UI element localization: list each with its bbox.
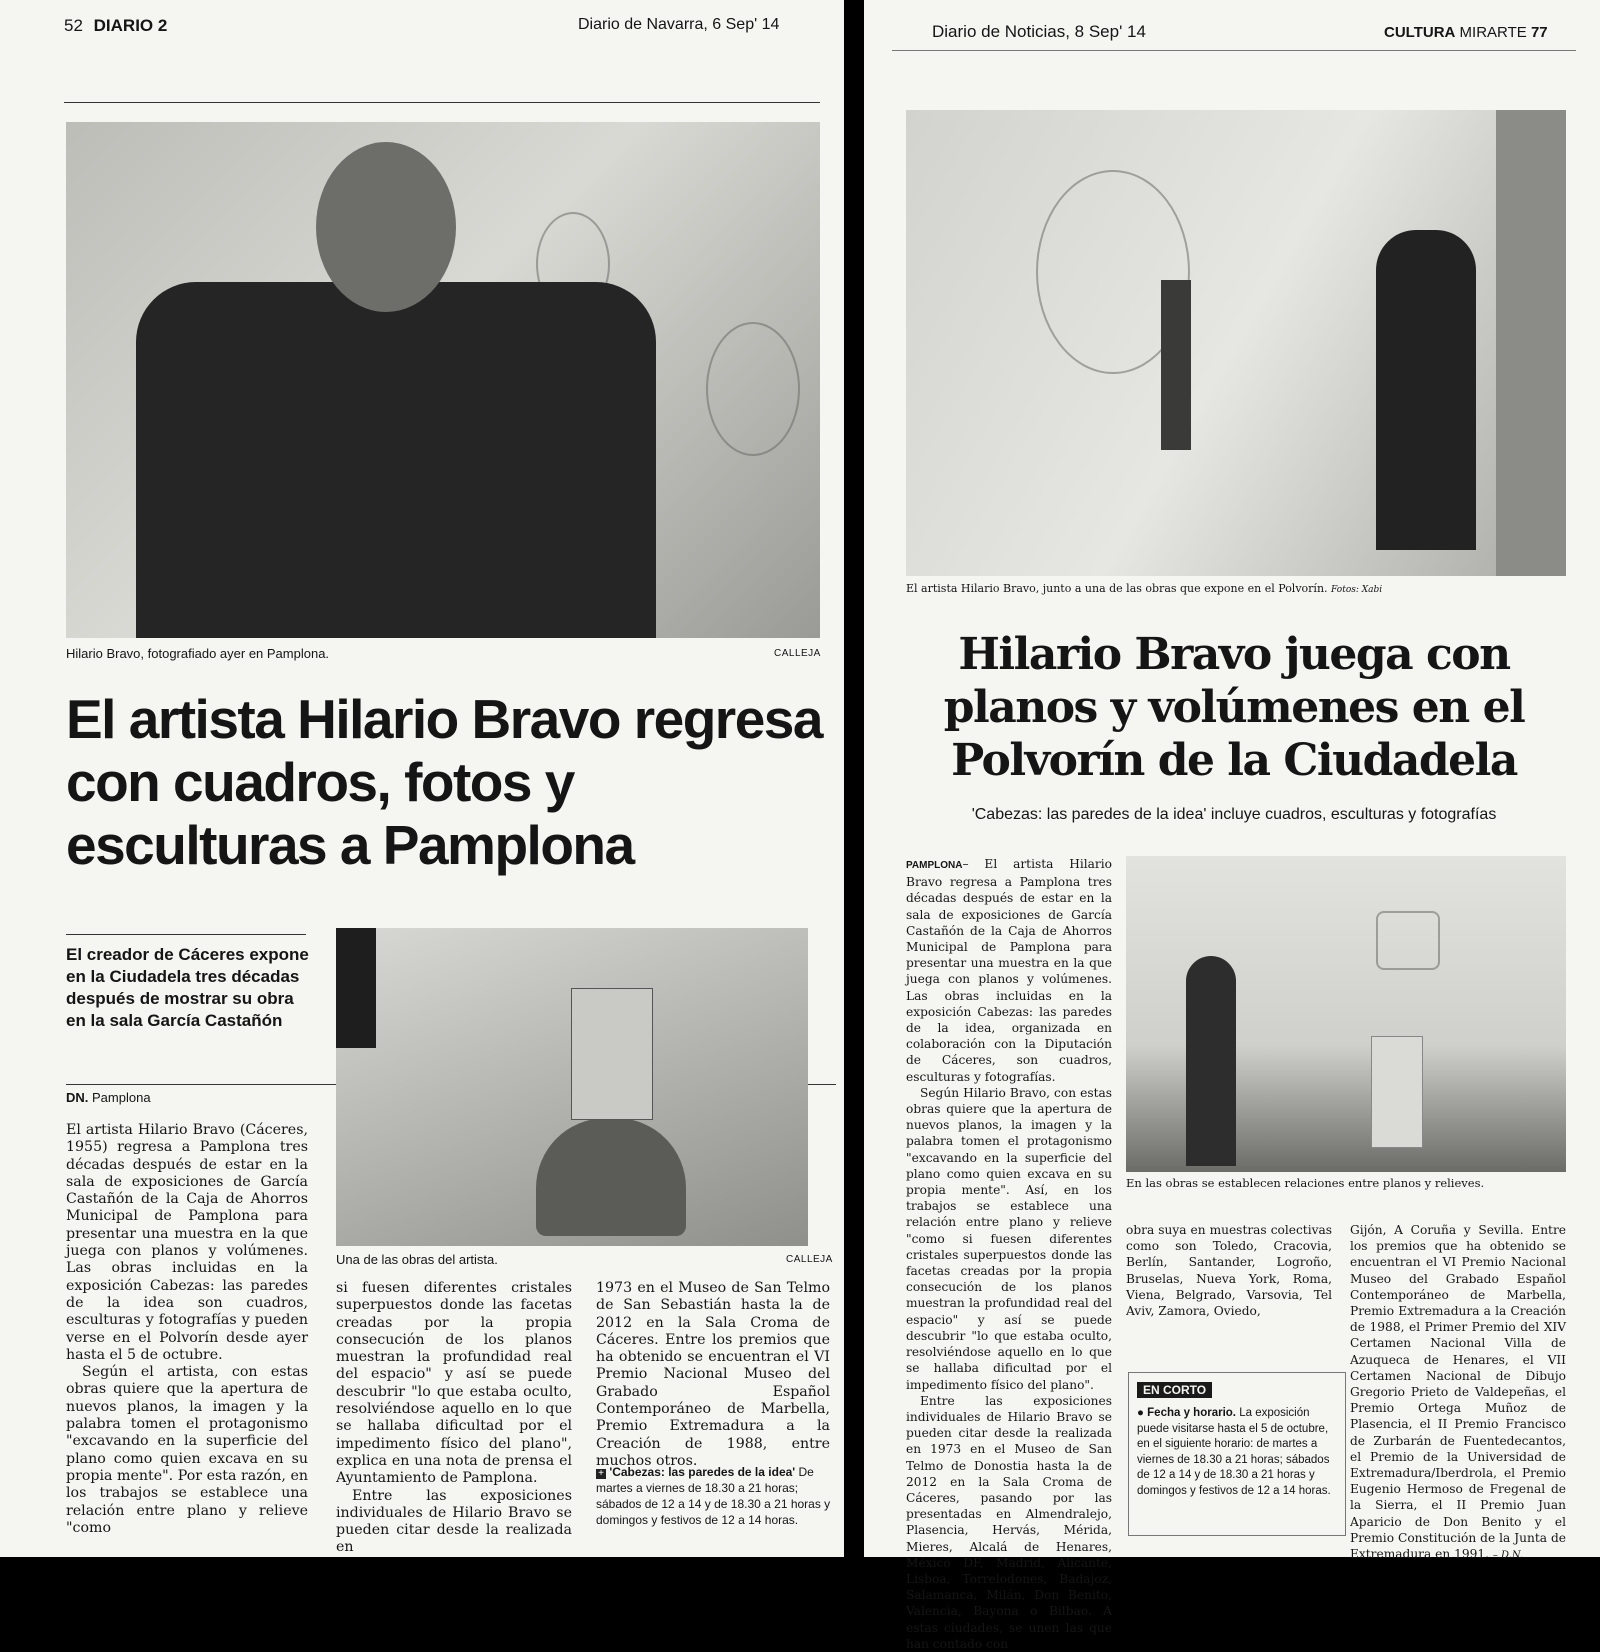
left-headline: El artista Hilario Bravo regresa con cuadros, fotos y esculturas a Pamplona [66, 688, 822, 876]
left-second-photo-credit: CALLEJA [786, 1254, 833, 1265]
right-subhead: 'Cabezas: las paredes de la idea' incluye cuadros, esculturas y fotografías [971, 806, 1497, 823]
right-col1-para-2: Según Hilario Bravo, con estas obras quiere que la apertura de nuevos planos, la imagen y la palabra tomen el protagonismo "excavando en la superficie del plano como quien excava en su propia mente". Así, en los trabajos se establece una relación entre plano y relieve "como si fuesen diferentes cristales superpuestos donde las facetas creadas por la propia consecución de los planos muestran la profundidad real del espacio" y así se puede descubrir "lo que estaba oculto, resolviéndose aquello en lo que se hallaba dificultad por el impedimento físico del plano". [906, 1085, 1112, 1392]
right-column-3 [1350, 1222, 1566, 1564]
right-source-date: Diario de Noticias, 8 Sep' 14 [932, 22, 1146, 41]
left-col2-para-1: si fuesen diferentes cristales superpuestos donde las facetas creadas por la propia consecución de los planos muestran la profundidad real del espacio" y así se puede descubrir "lo que estaba oculto, resolviéndose aquello en lo que se hallaba dificultad por el impedimento físico del plano", explica en una nota de prensa el Ayuntamiento de Pamplona. [336, 1280, 572, 1487]
left-info-box [596, 1464, 832, 1528]
en-corto-label: Fecha y horario. [1147, 1407, 1236, 1419]
left-column-1 [66, 1122, 308, 1537]
left-source-date: Diario de Navarra, 6 Sep' 14 [578, 16, 780, 33]
left-header [64, 16, 167, 36]
left-column-3 [596, 1280, 830, 1470]
right-main-photo-credit: Fotos: Xabi [1331, 585, 1383, 595]
right-column-2 [1126, 1222, 1332, 1319]
en-corto-tag: EN CORTO [1137, 1382, 1212, 1398]
right-page-number: 77 [1530, 24, 1548, 41]
left-section: DIARIO 2 [93, 16, 168, 35]
plus-icon: + [596, 1469, 606, 1479]
left-byline-place: Pamplona [92, 1090, 151, 1105]
left-clipping [0, 0, 844, 1557]
right-section: CULTURA [1384, 24, 1456, 41]
right-col3-text: Gijón, A Coruña y Sevilla. Entre los premios que ha obtenido se encuentran el VI Premio Nacional Museo del Grabado Español Contemporáneo de Marbella, Premio Extremadura a la Creación de 1988, el Primer Premio del XIV Certamen Nacional Villa de Azuqueca de Henares, el VII Certamen Nacional de Dibujo Gregorio Prieto de Valdepeñas, el Premio Ortega Muñoz de Plasencia, el II Premio Francisco de Zurbarán de Fuentedecantos, el Premio de la Universidad de Extremadura/Iberdrola, el Premio Eugenio Hermoso de Fregenal de la Sierra, el II Premio Juan Aparicio de Don Benito y el Premio Constitución de la Junta de Extremadura en 1991. [1350, 1223, 1566, 1562]
right-headline: Hilario Bravo juega con planos y volúmenes en el Polvorín de la Ciudadela [943, 629, 1525, 786]
left-main-photo-credit: CALLEJA [774, 648, 821, 659]
left-main-photo-caption: Hilario Bravo, fotografiado ayer en Pamplona. [66, 646, 330, 661]
right-main-photo [906, 110, 1566, 576]
right-dateline: PAMPLONA [906, 860, 963, 871]
left-info-text: De martes a viernes de 18.30 a 21 horas; sábados de 12 a 14 y de 18.30 a 21 horas y domingos y festivos de 12 a 14 horas. [596, 1465, 831, 1527]
right-col3-sign: – D.N. [1492, 1550, 1524, 1562]
left-col1-para-1: El artista Hilario Bravo (Cáceres, 1955) regresa a Pamplona tres décadas después de estar en la sala de exposiciones de García Castañón de la Caja de Ahorros Municipal de Pamplona para presentar una muestra en la que juega con planos y volúmenes. Las obras incluidas en la exposición Cabezas: las paredes de la idea son cuadros, esculturas y fotografías y pueden verse en el Polvorín desde ayer hasta el 5 de octubre. [66, 1122, 308, 1363]
left-byline-agency: DN. [66, 1090, 89, 1105]
en-corto-body [1137, 1406, 1337, 1499]
right-subsection: MIRARTE [1459, 24, 1527, 41]
left-subhead: El creador de Cáceres expone en la Ciudadela tres décadas después de mostrar su obra en la sala García Castañón [66, 945, 309, 1030]
left-col2-para-2: Entre las exposiciones individuales de Hilario Bravo se pueden citar desde la realizada en [336, 1487, 572, 1556]
right-second-photo [1126, 856, 1566, 1172]
left-header-rule [64, 102, 820, 103]
left-page-number: 52 [64, 16, 83, 35]
left-info-title: 'Cabezas: las paredes de la idea' [609, 1465, 796, 1479]
left-col1-para-2: Según el artista, con estas obras quiere que la apertura de nuevos planos, la imagen y la palabra tomen el protagonismo "excavando en la superficie del plano como quien excava en su propia mente". Por esta razón, en los trabajos se establece una relación entre plano y relieve "como [66, 1364, 308, 1536]
bullet-icon: ● [1137, 1407, 1144, 1419]
en-corto-text: La exposición puede visitarse hasta el 5 de octubre, en el siguiente horario: de martes a viernes de 18.30 a 21 horas; sábados de 12 a 14 y de 18.30 a 21 horas y domingos y festivos de 12 a 14 horas. [1137, 1407, 1331, 1497]
right-header-section [1384, 24, 1548, 41]
left-second-photo-caption: Una de las obras del artista. [336, 1252, 498, 1267]
right-second-photo-caption: En las obras se establecen relaciones entre planos y relieves. [1126, 1176, 1485, 1190]
left-column-2 [336, 1280, 572, 1557]
en-corto-box [1128, 1372, 1346, 1536]
left-byline [66, 1090, 151, 1105]
right-col1-para-3: Entre las exposiciones individuales de Hilario Bravo se pueden citar desde la realizada en 1973 en el Museo de San Telmo de Donostia hasta la de 2012 en la Sala Croma de Cáceres, pasando por las presentadas en Almendralejo, Plasencia, Hervás, Mérida, Mieres, Alcalá de Henares, México DF, Madrid, Alicante, Lisboa, Torrelodones, Badajoz, Salamanca, Milán, Don Benito, Valencia, Bayona o Bilbao. A estas ciudades, se unen las que han contado con [906, 1393, 1112, 1651]
left-second-photo [336, 928, 808, 1246]
right-clipping [864, 0, 1600, 1651]
right-main-photo-caption: El artista Hilario Bravo, junto a una de las obras que expone en el Polvorín. Fotos: Xabi [906, 582, 1383, 595]
right-col2-text: obra suya en muestras colectivas como son Toledo, Cracovia, Berlín, Santander, Logroño, Bruselas, Nueva York, Roma, Viena, Belgrado, Varsovia, Tel Aviv, Zamora, Oviedo, [1126, 1223, 1332, 1319]
left-main-photo [66, 122, 820, 638]
left-col3-para-1: 1973 en el Museo de San Telmo de San Sebastián hasta la de 2012 en la Sala Croma de Cáceres. Entre los premios que ha obtenido se encuentran el VI Premio Nacional Museo del Grabado Español Contemporáneo de Marbella, Premio Extremadura a la Creación de 1988, entre muchos otros. [596, 1280, 830, 1469]
right-column-1 [906, 856, 1112, 1652]
right-col1-para-1: – El artista Hilario Bravo regresa a Pamplona tres décadas después de estar en la sala de exposiciones de García Castañón de la Caja de Ahorros Municipal de Pamplona para presentar una muestra en la que juega con planos y volúmenes. Las obras incluidas en la exposición Cabezas: las paredes de la idea, organizada en colaboración con la Diputación de Cáceres, son cuadros, esculturas y fotografías. [906, 857, 1112, 1084]
